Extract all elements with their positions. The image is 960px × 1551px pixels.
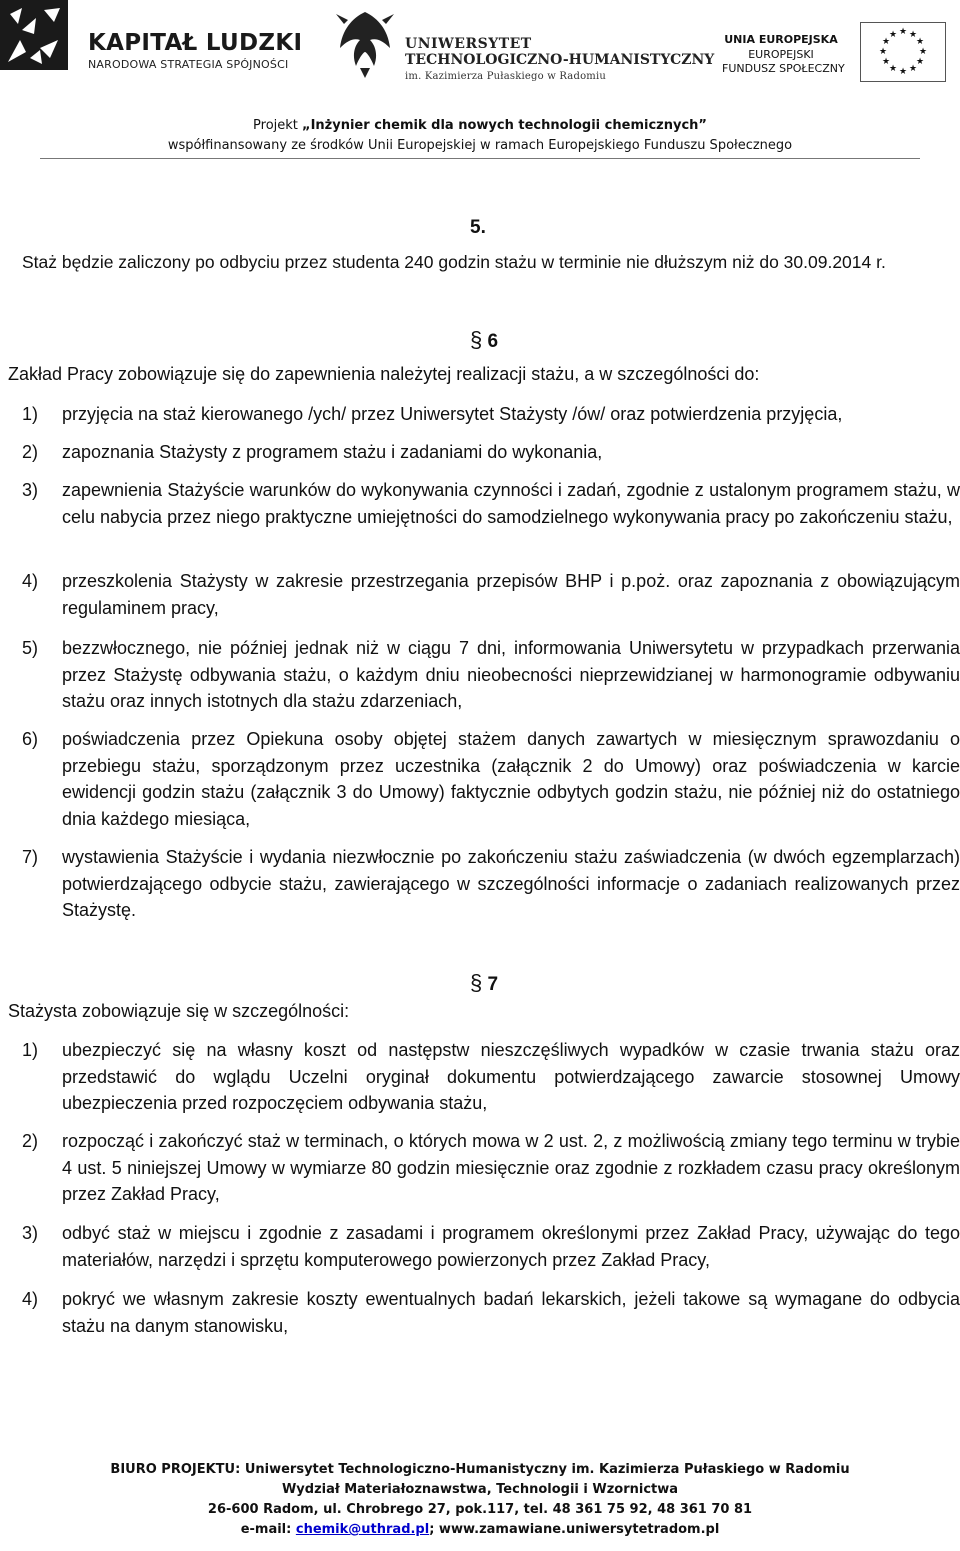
- section-5-heading: 5.: [470, 217, 486, 238]
- list-item: [22, 568, 960, 621]
- list-item-text: pokryć we własnym zakresie koszty ewentualnych badań lekarskich, jeżeli takowe są wymagane do odbycia stażu na danym stanowisku,: [62, 1289, 960, 1336]
- list-item-text: wystawienia Stażyście i wydania niezwłocznie po zakończeniu stażu zaświadczenia (w dwóch egzemplarzach) potwierdzającego odbycie stażu, zawierającego w szczególności informacje o zadaniach realizowanych przez Stażystę.: [62, 847, 960, 920]
- section-6-number: 6: [487, 331, 499, 352]
- footer-email-label: e-mail:: [240, 1522, 296, 1537]
- footer-contact-line: [0, 1520, 960, 1540]
- svg-text:★: ★: [898, 27, 908, 37]
- kapital-ludzki-title: KAPITAŁ LUDZKI: [88, 30, 303, 56]
- svg-text:★: ★: [881, 37, 891, 47]
- section-7-number: 7: [487, 974, 499, 995]
- page-header: [0, 0, 960, 160]
- list-item-number: 5): [22, 638, 39, 658]
- list-item: [22, 1286, 960, 1339]
- project-info: [0, 116, 960, 156]
- list-item-text: ubezpieczyć się na własny koszt od następstw nieszczęśliwych wypadków w czasie trwania stażu oraz przedstawić do wglądu Uczelni oryginał dokumentu potwierdzającego zawarcie stosownej Umowy ubezpieczenia przed rozpoczęciem odbywania stażu,: [62, 1040, 960, 1113]
- project-title-line: [0, 116, 960, 136]
- section-6-intro: Zakład Pracy zobowiązuje się do zapewnienia należytej realizacji stażu, a w szczególności do:: [8, 364, 760, 384]
- svg-text:★: ★: [881, 57, 891, 67]
- list-item-number: 1): [22, 404, 39, 424]
- university-name: [405, 36, 714, 85]
- footer-email-link[interactable]: chemik@uthrad.pl: [295, 1522, 430, 1537]
- project-cofinancing: współfinansowany ze środków Unii Europejskiej w ramach Europejskiego Funduszu Społecznego: [167, 138, 793, 153]
- eu-line3: FUNDUSZ SPOŁECZNY: [722, 62, 845, 75]
- list-item: [22, 439, 960, 466]
- eu-fund-label: [722, 32, 845, 76]
- list-item-number: 6): [22, 729, 39, 749]
- footer-office-line: BIURO PROJEKTU: Uniwersytet Technologiczno-Humanistyczny im. Kazimierza Pułaskiego w Radomiu: [110, 1462, 850, 1477]
- list-item-text: rozpocząć i zakończyć staż w terminach, o których mowa w 2 ust. 2, z możliwością zmiany tego terminu w trybie 4 ust. 5 niniejszej Umowy w wymiarze 80 godzin miesięcznie oraz zgodnie z rozkładem czasu pracy określonym przez Zakład Pracy,: [62, 1131, 960, 1204]
- list-item: [22, 477, 960, 530]
- svg-text:★: ★: [918, 47, 928, 57]
- eu-line2: EUROPEJSKI: [748, 48, 814, 61]
- list-item: [22, 401, 960, 428]
- list-item-text: przyjęcia na staż kierowanego /ych/ przez Uniwersytet Stażysty /ów/ oraz potwierdzenia przyjęcia,: [62, 404, 843, 424]
- section-6-heading: § 6: [470, 327, 499, 352]
- list-item-text: zapoznania Stażysty z programem stażu i zadaniami do wykonania,: [62, 442, 603, 462]
- university-name-line3: im. Kazimierza Pułaskiego w Radomiu: [405, 71, 607, 82]
- list-item-text: odbyć staż w miejscu i zgodnie z zasadami i programem określonymi przez Zakład Pracy, używając do tego materiałów, narzędzi i sprzętu komputerowego powierzonych przez Zakład Pracy,: [62, 1223, 960, 1270]
- svg-text:★: ★: [878, 47, 888, 57]
- list-item: [22, 1037, 960, 1117]
- university-name-line1: UNIWERSYTET: [405, 36, 532, 52]
- footer-faculty-line: Wydział Materiałoznawstwa, Technologii i Wzornictwa: [281, 1482, 679, 1497]
- svg-text:★: ★: [888, 30, 898, 40]
- project-name: „Inżynier chemik dla nowych technologii chemicznych”: [302, 118, 707, 133]
- university-name-line2: TECHNOLOGICZNO-HUMANISTYCZNY: [405, 52, 715, 68]
- list-item: [22, 1220, 960, 1273]
- section-7-intro: Stażysta zobowiązuje się w szczególności:: [8, 1001, 350, 1021]
- university-eagle-icon: [330, 4, 400, 80]
- list-item-number: 1): [22, 1040, 39, 1060]
- svg-text:★: ★: [908, 64, 918, 74]
- list-item-number: 4): [22, 1289, 39, 1309]
- list-item: [22, 844, 960, 924]
- svg-text:★: ★: [915, 37, 925, 47]
- svg-text:★: ★: [915, 57, 925, 67]
- section-5-text: Staż będzie zaliczony po odbyciu przez studenta 240 godzin stażu w terminie nie dłuższym niż do 30.09.2014 r.: [22, 252, 886, 272]
- footer-website: ; www.zamawiane.uniwersytetradom.pl: [429, 1522, 720, 1537]
- kapital-ludzki-emblem-icon: [0, 0, 68, 70]
- kapital-ludzki-logo: [0, 0, 305, 80]
- list-item-number: 2): [22, 442, 39, 462]
- list-item-text: zapewnienia Stażyście warunków do wykonywania czynności i zadań, zgodnie z ustalonym programem stażu, w celu nabycia przez niego praktyczne umiejętności do samodzielnego wykonywania pracy po zakończeniu stażu,: [62, 480, 960, 527]
- page-footer: [0, 1460, 960, 1540]
- kapital-ludzki-subtitle: NARODOWA STRATEGIA SPÓJNOŚCI: [88, 58, 289, 71]
- list-item-number: 2): [22, 1131, 39, 1151]
- list-item: [22, 726, 960, 832]
- list-item-number: 3): [22, 480, 39, 500]
- svg-text:★: ★: [908, 30, 918, 40]
- footer-address-line: 26-600 Radom, ul. Chrobrego 27, pok.117, tel. 48 361 75 92, 48 361 70 81: [207, 1502, 753, 1517]
- list-item: [22, 635, 960, 715]
- eu-line1: UNIA EUROPEJSKA: [724, 33, 838, 46]
- list-item-number: 3): [22, 1223, 39, 1243]
- header-divider: [40, 158, 920, 159]
- list-item-text: przeszkolenia Stażysty w zakresie przestrzegania przepisów BHP i p.poż. oraz zapoznania z obowiązującym regulaminem pracy,: [62, 571, 960, 618]
- project-prefix: Projekt: [253, 118, 303, 133]
- eu-flag-icon: [860, 22, 946, 82]
- list-item-text: poświadczenia przez Opiekuna osoby objętej stażem danych zawartych w miesięcznym sprawozdaniu o przebiegu stażu, sporządzonym przez uczestnika (załącznik 2 do Umowy) oraz poświadczenia w karcie ewidencji godzin stażu (załącznik 3 do Umowy) faktycznie odbytych godzin stażu, nie później niż do ostatniego dnia każdego miesiąca,: [62, 729, 960, 829]
- svg-text:★: ★: [888, 64, 898, 74]
- list-item-text: bezzwłocznego, nie później jednak niż w ciągu 7 dni, informowania Uniwersytetu w przypadkach przerwania przez Stażystę odbywania stażu, o każdym dniu nieobecności nieprzewidzianej w harmonogramie odbywaniu stażu oraz innych istotnych dla stażu zdarzeniach,: [62, 638, 960, 711]
- section-7-heading: § 7: [470, 970, 499, 995]
- svg-text:★: ★: [898, 67, 908, 77]
- list-item-number: 4): [22, 571, 39, 591]
- list-item-number: 7): [22, 847, 39, 867]
- list-item: [22, 1128, 960, 1208]
